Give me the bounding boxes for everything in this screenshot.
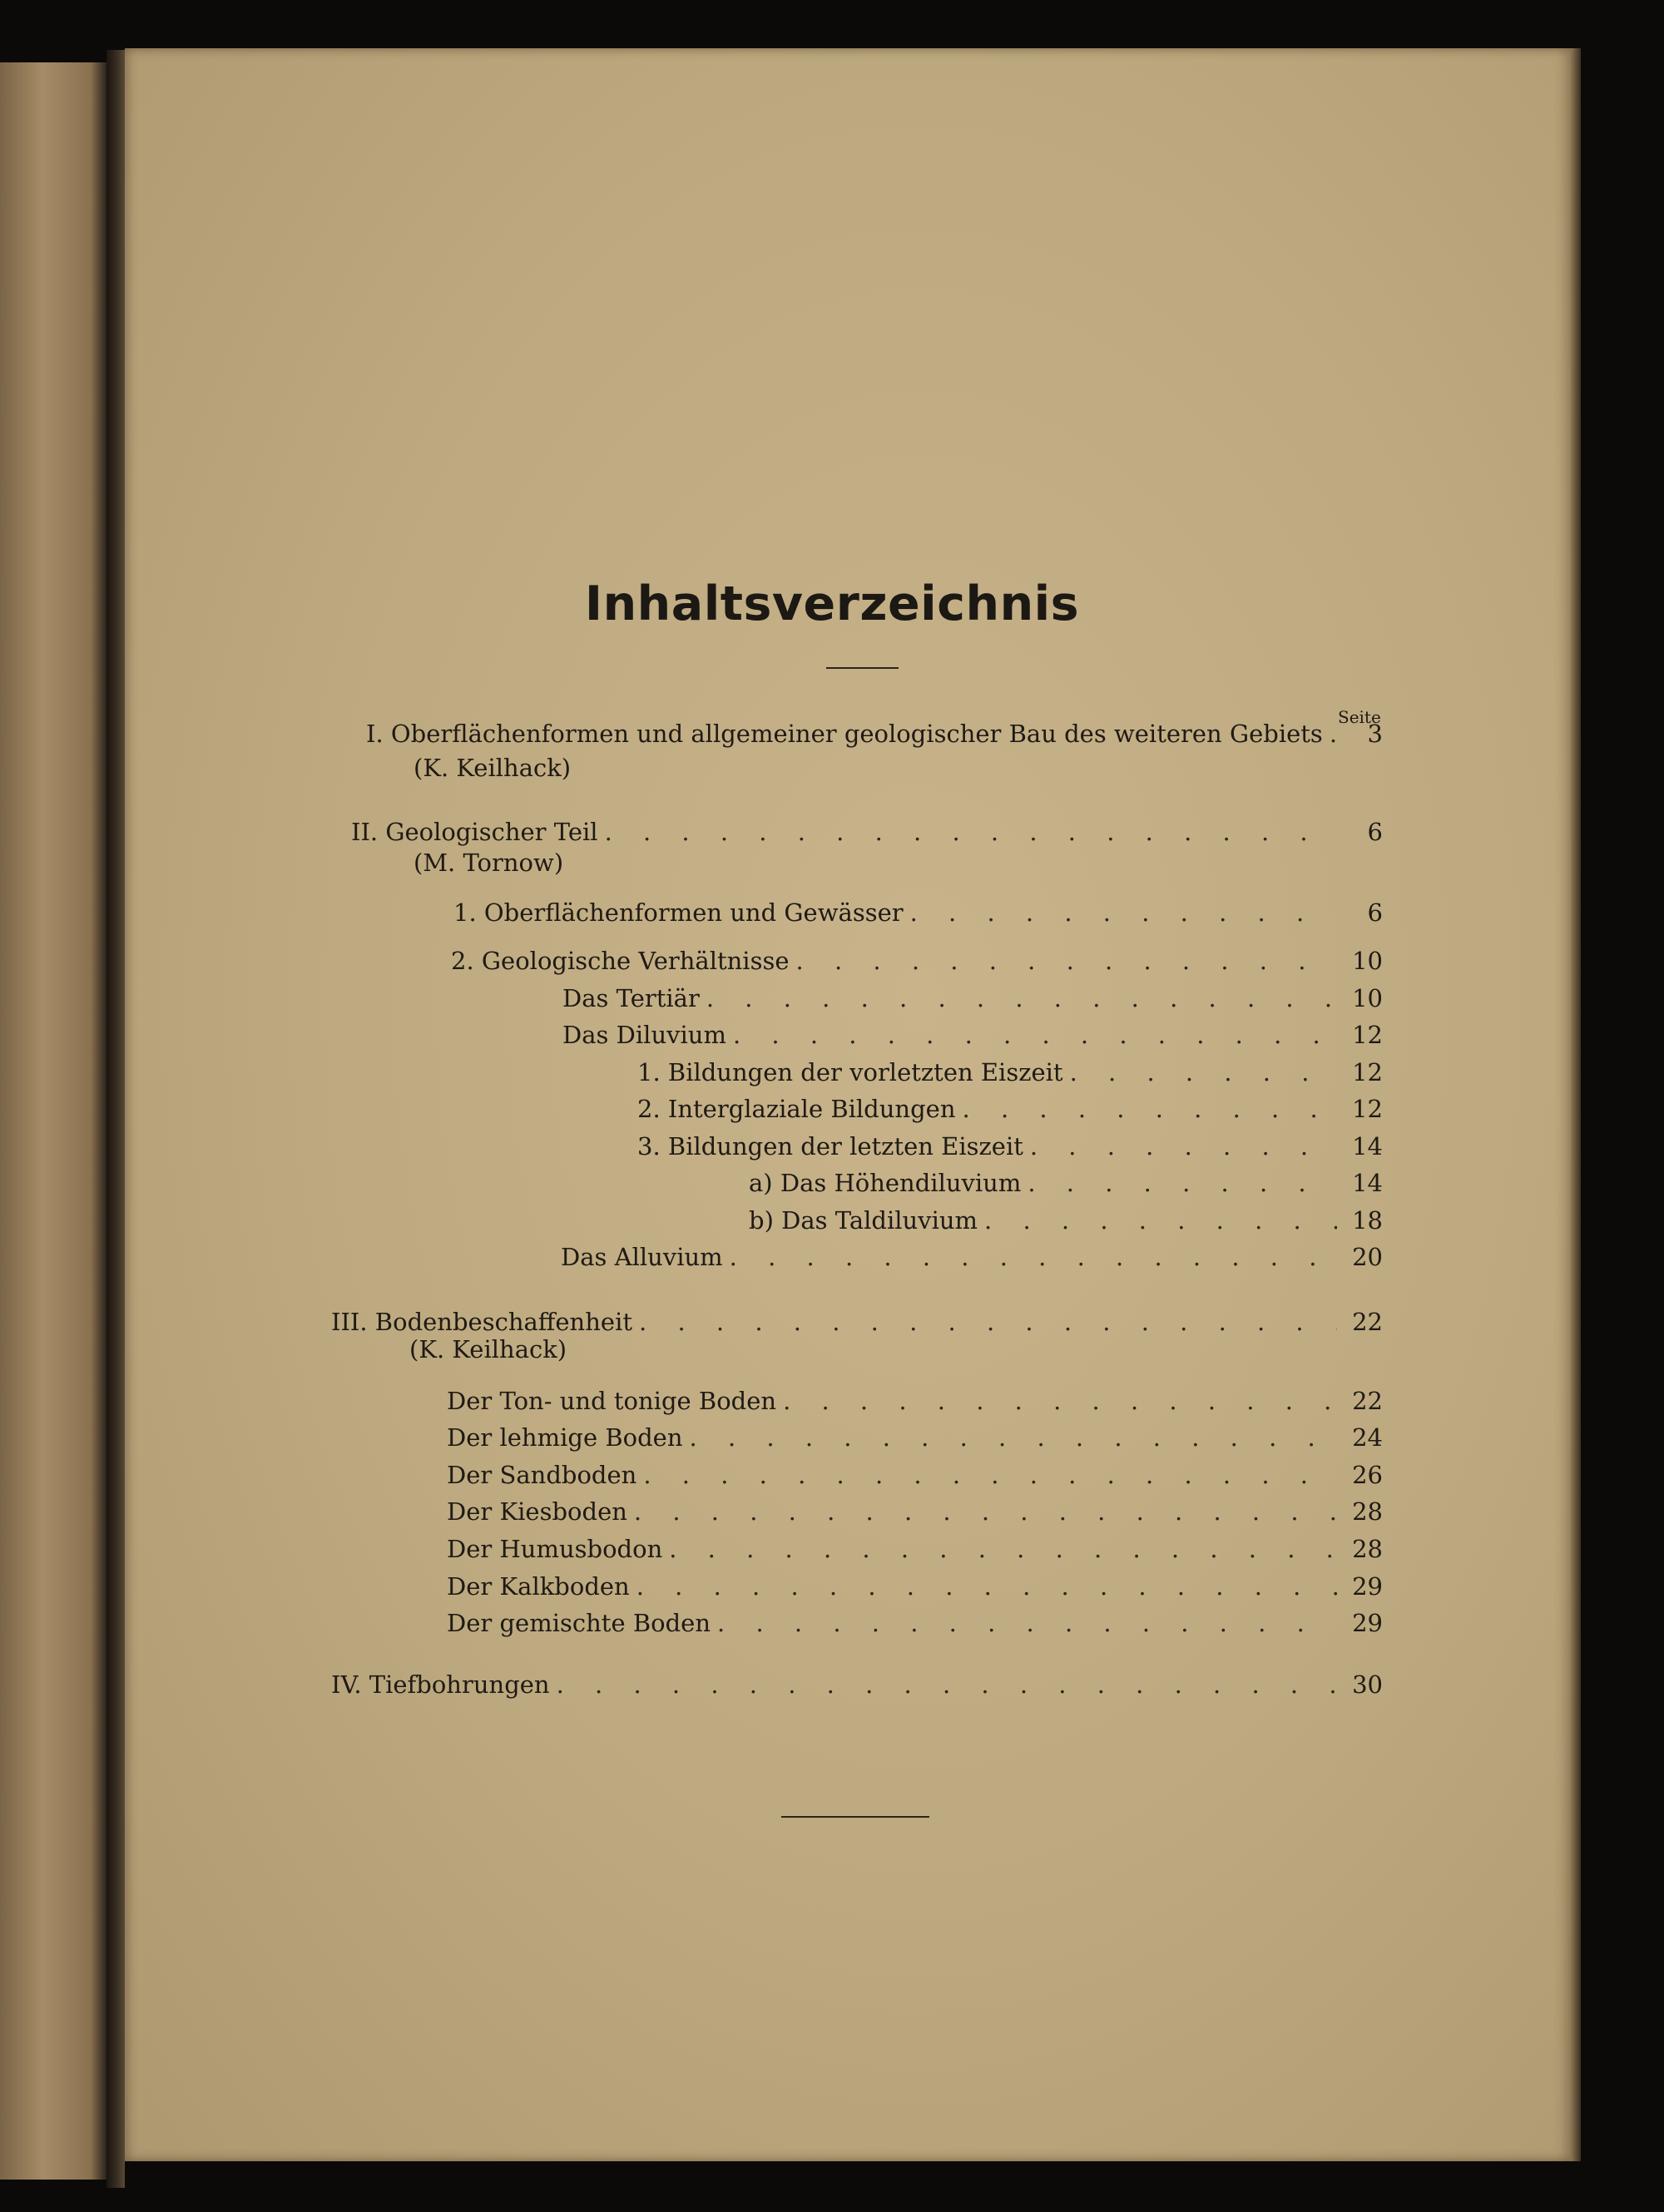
toc-entry-5 xyxy=(562,984,1383,1017)
leader-dots xyxy=(956,1095,1337,1123)
toc-entry-label: I. Oberflächenformen und allgemeiner geologischer Bau des weiteren Gebiets xyxy=(366,720,1323,748)
toc-entry-page: 10 xyxy=(1352,947,1383,975)
toc-entry-1 xyxy=(366,720,1383,753)
toc-entry-label: III. Bodenbeschaffenheit xyxy=(331,1308,633,1336)
toc-entry-page: 20 xyxy=(1352,1243,1383,1271)
toc-entry-page: 29 xyxy=(1352,1572,1383,1601)
toc-entry-page: 28 xyxy=(1352,1497,1383,1526)
toc-entry-page: 6 xyxy=(1367,898,1383,927)
leader-dots xyxy=(723,1243,1337,1271)
toc-entry-17 xyxy=(447,1497,1383,1531)
toc-entry-8 xyxy=(637,1095,1383,1128)
toc-entry-18 xyxy=(447,1535,1383,1568)
toc-entry-page: 12 xyxy=(1352,1095,1383,1123)
book-gutter xyxy=(106,50,125,2188)
toc-entry-page: 29 xyxy=(1352,1609,1383,1637)
toc-entry-page: 26 xyxy=(1352,1461,1383,1489)
page-edge xyxy=(1571,48,1581,2161)
toc-entry-10 xyxy=(749,1169,1383,1202)
toc-entry-page: 6 xyxy=(1367,818,1383,846)
toc-author: (K. Keilhack) xyxy=(409,1335,567,1363)
toc-entry-16 xyxy=(447,1461,1383,1494)
toc-entry-9 xyxy=(637,1132,1383,1165)
toc-entry-11 xyxy=(749,1206,1383,1240)
seite-label: Seite xyxy=(1338,707,1381,727)
leader-dots xyxy=(1063,1058,1337,1086)
toc-entry-label: Der gemischte Boden xyxy=(447,1609,711,1637)
toc-entry-label: II. Geologischer Teil xyxy=(351,818,598,846)
toc-entry-21 xyxy=(331,1670,1383,1704)
toc-entry-page: 14 xyxy=(1352,1169,1383,1197)
toc-entry-12 xyxy=(561,1243,1383,1276)
toc-entry-6 xyxy=(562,1021,1383,1054)
left-page-edge xyxy=(0,62,106,2180)
leader-dots xyxy=(632,1308,1337,1336)
toc-entry-label: Das Diluvium xyxy=(562,1021,726,1049)
toc-entry-label: 3. Bildungen der letzten Eiszeit xyxy=(637,1132,1023,1160)
leader-dots xyxy=(790,947,1337,975)
leader-dots xyxy=(978,1206,1337,1235)
toc-entry-label: Das Alluvium xyxy=(561,1243,723,1271)
toc-entry-label: b) Das Taldiluvium xyxy=(749,1206,978,1235)
leader-dots xyxy=(662,1535,1337,1563)
toc-entry-19 xyxy=(447,1572,1383,1606)
toc-entry-label: 2. Geologische Verhältnisse xyxy=(451,947,790,975)
toc-entry-15 xyxy=(447,1423,1383,1457)
leader-dots xyxy=(630,1572,1337,1601)
toc-entry-page: 12 xyxy=(1352,1058,1383,1086)
toc-author: (K. Keilhack) xyxy=(414,754,572,782)
leader-dots xyxy=(1023,1132,1337,1160)
toc-entry-label: 2. Interglaziale Bildungen xyxy=(637,1095,956,1123)
toc-entry-3 xyxy=(453,898,1383,932)
toc-entry-label: Der Humusbodon xyxy=(447,1535,663,1563)
leader-dots xyxy=(904,898,1337,927)
toc-entry-label: IV. Tiefbohrungen xyxy=(331,1670,550,1699)
leader-dots xyxy=(726,1021,1337,1049)
toc-entry-page: 18 xyxy=(1352,1206,1383,1235)
toc-entry-label: 1. Bildungen der vorletzten Eiszeit xyxy=(637,1058,1063,1086)
toc-entry-label: Der Ton- und tonige Boden xyxy=(447,1387,777,1415)
toc-entry-14 xyxy=(447,1387,1383,1420)
toc-entry-label: Der Kiesboden xyxy=(447,1497,627,1526)
toc-entry-label: Der Sandboden xyxy=(447,1461,637,1489)
toc-entry-page: 3 xyxy=(1367,720,1383,748)
leader-dots xyxy=(711,1609,1337,1637)
page-title: Inhaltsverzeichnis xyxy=(584,577,1080,631)
toc-entry-label: 1. Oberflächenformen und Gewässer xyxy=(453,898,904,927)
toc-entry-page: 22 xyxy=(1352,1387,1383,1415)
leader-dots xyxy=(1021,1169,1337,1197)
toc-author: (M. Tornow) xyxy=(414,849,564,877)
title-rule xyxy=(826,667,899,669)
leader-dots xyxy=(627,1497,1337,1526)
toc-entry-2 xyxy=(351,818,1383,851)
toc-entry-page: 10 xyxy=(1352,984,1383,1012)
toc-entry-label: Der Kalkboden xyxy=(447,1572,630,1601)
toc-entry-page: 24 xyxy=(1352,1423,1383,1452)
toc-entry-page: 12 xyxy=(1352,1021,1383,1049)
toc-entry-page: 14 xyxy=(1352,1132,1383,1160)
leader-dots xyxy=(636,1461,1337,1489)
leader-dots xyxy=(683,1423,1337,1452)
end-rule xyxy=(781,1816,929,1818)
toc-entry-page: 30 xyxy=(1352,1670,1383,1699)
leader-dots xyxy=(550,1670,1337,1699)
toc-entry-7 xyxy=(637,1058,1383,1091)
toc-entry-label: Das Tertiär xyxy=(562,984,700,1012)
toc-entry-page: 22 xyxy=(1352,1308,1383,1336)
leader-dots xyxy=(1323,720,1337,748)
leader-dots xyxy=(776,1387,1337,1415)
leader-dots xyxy=(598,818,1337,846)
toc-entry-label: a) Das Höhendiluvium xyxy=(749,1169,1022,1197)
leader-dots xyxy=(700,984,1337,1012)
toc-entry-4 xyxy=(451,947,1383,980)
toc-entry-page: 28 xyxy=(1352,1535,1383,1563)
toc-entry-label: Der lehmige Boden xyxy=(447,1423,683,1452)
toc-entry-20 xyxy=(447,1609,1383,1642)
